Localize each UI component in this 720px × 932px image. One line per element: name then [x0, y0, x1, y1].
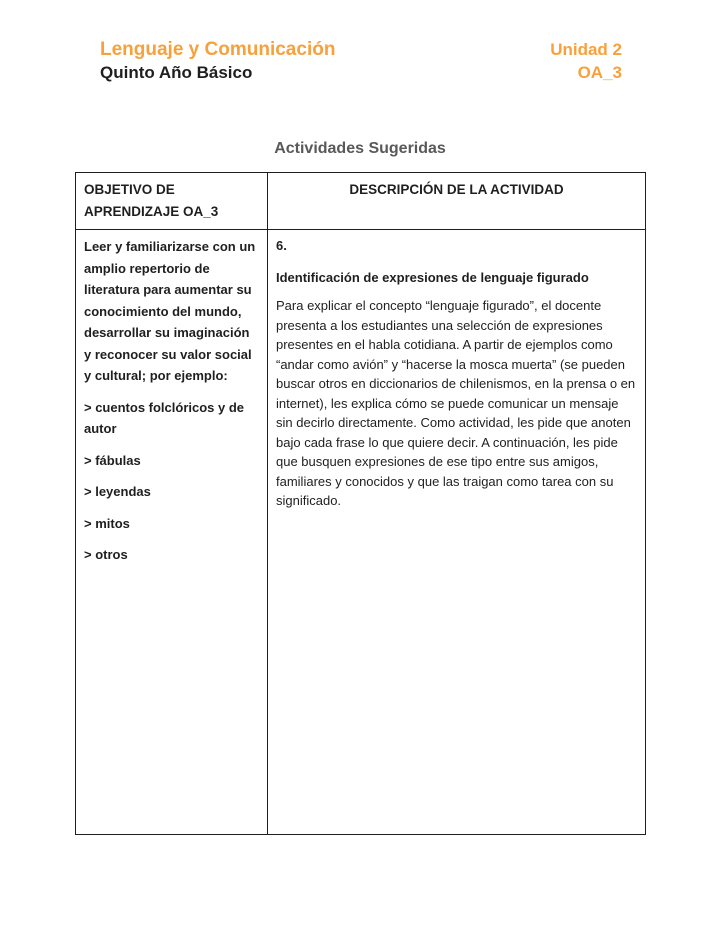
- header-left: [100, 38, 335, 84]
- unit-label: Unidad 2: [550, 40, 622, 59]
- activity-number: 6.: [276, 238, 287, 253]
- objective-list-item: > leyendas: [84, 484, 151, 499]
- objective-column-header: OBJETIVO DE APRENDIZAJE OA_3: [76, 173, 268, 230]
- objective-list-item: > otros: [84, 547, 128, 562]
- page-header: [100, 38, 622, 84]
- table-row: [76, 230, 646, 835]
- table-header-row: [76, 173, 646, 230]
- objective-list-item: > mitos: [84, 515, 130, 531]
- grade-subtitle: Quinto Año Básico: [100, 63, 253, 82]
- activity-heading: Identificación de expresiones de lenguaje figurado: [276, 269, 589, 285]
- activities-table: [75, 172, 646, 835]
- page-title: Actividades Sugeridas: [274, 140, 446, 157]
- objective-list-item: > fábulas: [84, 452, 141, 468]
- objective-list-item: > cuentos folclóricos y de autor: [84, 399, 245, 436]
- subject-title: Lenguaje y Comunicación: [100, 39, 336, 60]
- oa-label: OA_3: [577, 63, 622, 82]
- header-right: [550, 38, 622, 84]
- objective-cell: [76, 230, 268, 835]
- objective-intro-text: Leer y familiarizarse con un amplio repertorio de literatura para aumentar su conocimiento del mundo, desarrollar su imaginación y reconocer su valor social y cultural; por ejemplo:: [84, 239, 256, 383]
- activity-description-text: Para explicar el concepto “lenguaje figurado”, el docente presenta a los estudiantes una selección de expresiones presentes en el habla cotidiana. A partir de ejemplos como “andar como avión” y “hacerse la mosca muerta” (se pueden buscar otros en diccionarios de chilenismos, en la prensa o en internet), les explica cómo se puede comunicar un mensaje sin decirlo directamente. Como actividad, les pide que anoten bajo cada frase lo que quiere decir. A continuación, les pide que busquen expresiones de ese tipo entre sus amigos, familiares y conocidos y que las traigan como tarea con su significado.: [276, 298, 636, 508]
- description-column-header: DESCRIPCIÓN DE LA ACTIVIDAD: [268, 173, 646, 230]
- activity-cell: [268, 230, 646, 835]
